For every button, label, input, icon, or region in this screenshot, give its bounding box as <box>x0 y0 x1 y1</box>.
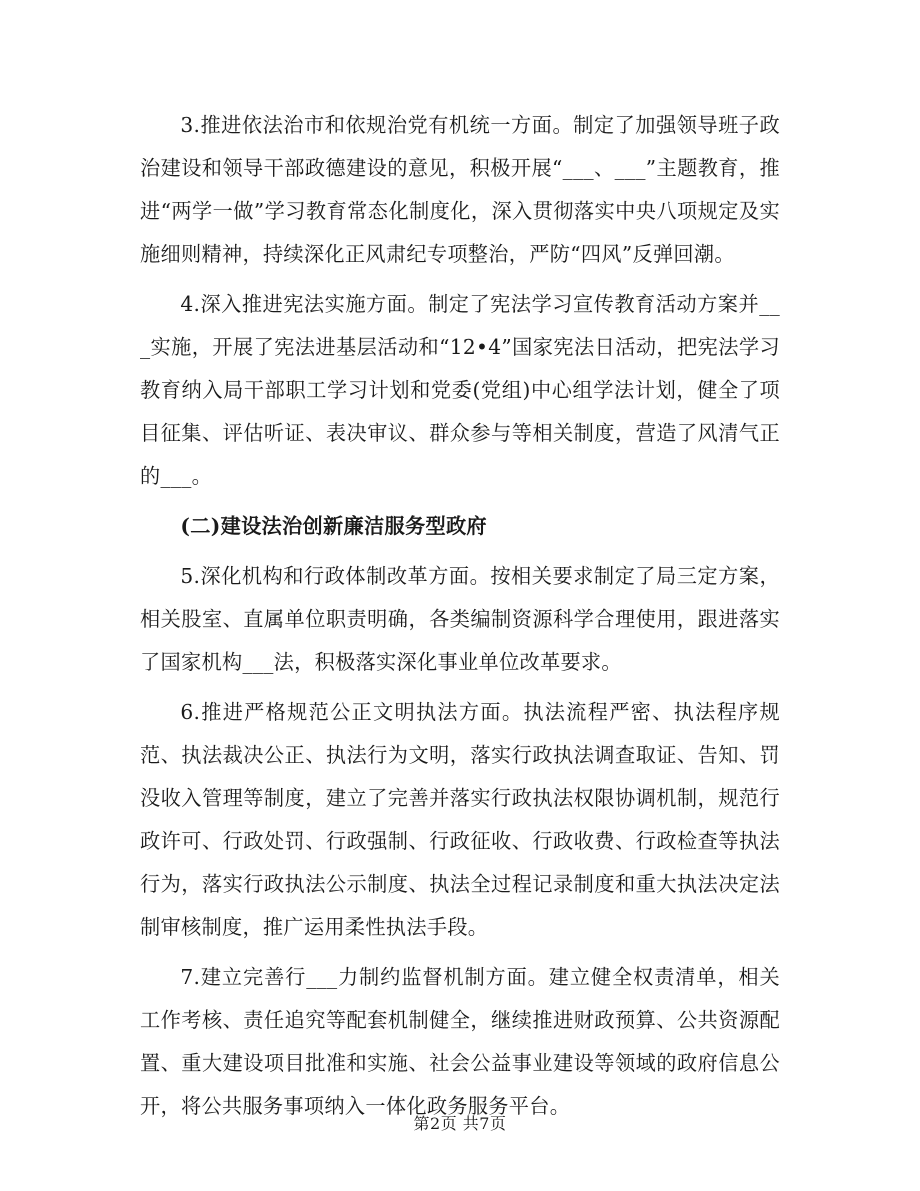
document-body <box>140 104 780 1128</box>
paragraph-7: 7.建立完善行___力制约监督机制方面。建立健全权责清单，相关工作考核、责任追究等配套机制健全，继续推进财政预算、公共资源配置、重大建设项目批准和实施、社会公益事业建设等领域的政府信息公开，将公共服务事项纳入一体化政务服务平台。 <box>140 965 780 1118</box>
paragraph-3: 3.推进依法治市和依规治党有机统一方面。制定了加强领导班子政治建设和领导干部政德建设的意见，积极开展“___、___”主题教育，推进“两学一做”学习教育常态化制度化，深入贯彻落实中央八项规定及实施细则精神，持续深化正风肃纪专项整治，严防“四风”反弹回潮。 <box>140 113 780 266</box>
paragraph-6: 6.推进严格规范公正文明执法方面。执法流程严密、执法程序规范、执法裁决公正、执法行为文明，落实行政执法调查取证、告知、罚没收入管理等制度，建立了完善并落实行政执法权限协调机制，规范行政许可、行政处罚、行政强制、行政征收、行政收费、行政检查等执法行为，落实行政执法公示制度、执法全过程记录制度和重大执法决定法制审核制度，推广运用柔性执法手段。 <box>140 700 780 939</box>
section-heading: (二)建设法治创新廉洁服务型政府 <box>180 514 487 538</box>
page-number-footer: 第2页 共7页 <box>413 1114 507 1133</box>
paragraph-5: 5.深化机构和行政体制改革方面。按相关要求制定了局三定方案，相关股室、直属单位职责明确，各类编制资源科学合理使用，跟进落实了国家机构___法，积极落实深化事业单位改革要求。 <box>140 564 780 674</box>
paragraph-4: 4.深入推进宪法实施方面。制定了宪法学习宣传教育活动方案并___实施，开展了宪法进基层活动和“12•4”国家宪法日活动，把宪法学习教育纳入局干部职工学习计划和党委(党组)中心组学法计划，健全了项目征集、评估听证、表决审议、群众参与等相关制度，营造了风清气正的___。 <box>140 292 780 488</box>
